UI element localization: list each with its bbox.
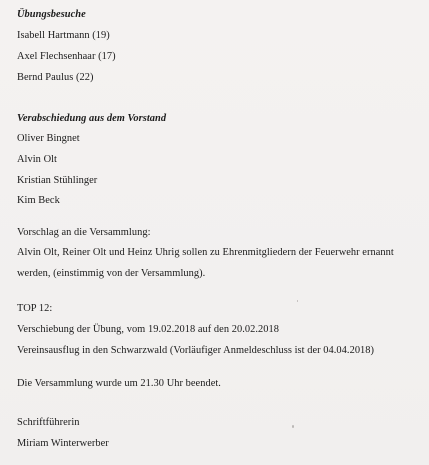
section-heading-verabschiedung: Verabschiedung aus dem Vorstand (17, 113, 167, 124)
scan-speck (292, 425, 294, 428)
name-line: Bernd Paulus (22) (17, 72, 94, 83)
agenda-item-line: Verschiebung der Übung, vom 19.02.2018 auf den 20.02.2018 (17, 324, 279, 335)
name-line: Axel Flechsenhaar (17) (17, 51, 116, 62)
agenda-item-label: TOP 12: (17, 303, 53, 314)
section-heading-uebungsbesuche: Übungsbesuche (17, 9, 86, 20)
proposal-text-line: Alvin Olt, Reiner Olt und Heinz Uhrig sollen zu Ehrenmitgliedern der Feuerwehr ernannt (17, 247, 394, 258)
name-line: Alvin Olt (17, 154, 57, 165)
name-line: Oliver Bingnet (17, 133, 80, 144)
proposal-intro: Vorschlag an die Versammlung: (17, 227, 151, 238)
name-line: Kristian Stühlinger (17, 175, 98, 186)
scan-speck (297, 300, 298, 302)
name-line: Isabell Hartmann (19) (17, 30, 110, 41)
signature-role: Schriftführerin (17, 417, 80, 428)
agenda-item-line: Vereinsausflug in den Schwarzwald (Vorläufiger Anmeldeschluss ist der 04.04.2018) (17, 345, 375, 356)
closing-statement: Die Versammlung wurde um 21.30 Uhr beendet. (17, 378, 221, 389)
signature-name: Miriam Winterwerber (17, 438, 109, 449)
proposal-text-line: werden, (einstimmig von der Versammlung). (17, 268, 206, 279)
name-line: Kim Beck (17, 195, 60, 206)
